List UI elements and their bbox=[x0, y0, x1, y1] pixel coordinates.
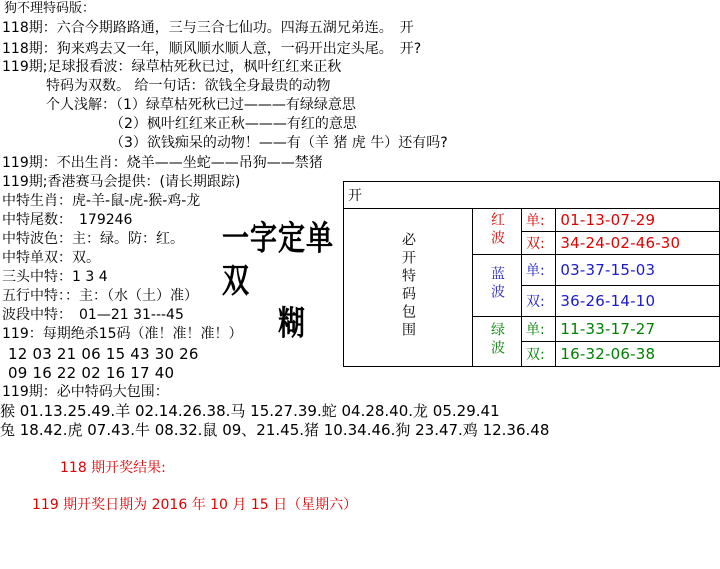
line-119-date: 119 期开奖日期为 2016 年 10 月 15 日（星期六） bbox=[32, 497, 358, 513]
line-119-football: 119期;足球报看波：绿草枯死秋已过，枫叶红红来正秋 bbox=[2, 59, 342, 75]
red-odd-label: 单: bbox=[522, 209, 556, 232]
wave-table bbox=[343, 181, 720, 367]
blue-even-label: 双: bbox=[522, 286, 556, 317]
big-text-line: 糊 bbox=[278, 304, 306, 343]
big-text-line: 一字定单双 bbox=[222, 219, 334, 301]
green-odd-nums: 11-33-17-27 bbox=[556, 317, 720, 342]
line-118-result: 118 期开奖结果: bbox=[60, 460, 166, 476]
line-zodiac-nums-2: 兔 18.42.虎 07.43.牛 08.32.鼠 09、21.45.猪 10.34.46.狗 23.47.鸡 12.36.48 bbox=[0, 421, 550, 439]
line-five-elements: 五行中特：：主：（水（土）准） bbox=[2, 288, 198, 304]
line-118-a: 118期：六合今期路路通，三与三合七仙功。四海五湖兄弟连。 开 bbox=[2, 20, 414, 36]
green-odd-label: 单: bbox=[522, 317, 556, 342]
line-three-head: 三头中特：1 3 4 bbox=[2, 269, 108, 285]
table-left-label: 必开特码包围 bbox=[344, 209, 473, 367]
page-title: 狗不理特码版： bbox=[4, 1, 96, 16]
line-kill-nums-2: 09 16 22 02 16 17 40 bbox=[8, 364, 175, 382]
line-explain-1: 个人浅解：（1）绿草枯死秋已过———有绿绿意思 bbox=[46, 97, 356, 113]
table-header: 开 bbox=[344, 182, 720, 209]
line-kill-nums-1: 12 03 21 06 15 43 30 26 bbox=[8, 345, 199, 363]
line-zodiac: 中特生肖：虎-羊-鼠-虎-猴-鸡-龙 bbox=[2, 193, 201, 209]
group-green: 绿波 bbox=[473, 317, 522, 367]
group-blue: 蓝波 bbox=[473, 255, 522, 317]
line-zodiac-nums-1: 猴 01.13.25.49.羊 02.14.26.38.马 15.27.39.蛇 04.28.40.龙 05.29.41 bbox=[0, 402, 500, 420]
blue-even-nums: 36-26-14-10 bbox=[556, 286, 720, 317]
group-red: 红波 bbox=[473, 209, 522, 255]
line-hk-jockey: 119期;香港赛马会提供：(请长期跟踪) bbox=[2, 174, 241, 190]
red-even-label: 双: bbox=[522, 232, 556, 255]
line-odd-even: 中特单双：双。 bbox=[2, 250, 100, 266]
red-even-nums: 34-24-02-46-30 bbox=[556, 232, 720, 255]
line-no-zodiac: 119期：不出生肖：烧羊——坐蛇——吊狗——禁猪 bbox=[2, 155, 323, 171]
line-118-b: 118期：狗来鸡去又一年，顺风顺水顺人意，一码开出定头尾。 开? bbox=[2, 41, 422, 57]
line-kill-15: 119：每期绝杀15码（准！准！准！） bbox=[2, 326, 243, 342]
line-explain-2: （2）枫叶红红来正秋———有红的意思 bbox=[110, 116, 357, 132]
green-even-nums: 16-32-06-38 bbox=[556, 342, 720, 367]
line-wave-color: 中特波色：主：绿。防：红。 bbox=[2, 231, 184, 247]
blue-odd-nums: 03-37-15-03 bbox=[556, 255, 720, 286]
red-odd-nums: 01-13-07-29 bbox=[556, 209, 720, 232]
line-explain-3: （3）欲钱痴呆的动物！——有（羊 猪 虎 牛）还有吗? bbox=[110, 135, 448, 151]
line-special-even: 特码为双数。 给一句话：欲钱全身最贵的动物 bbox=[46, 78, 331, 94]
line-wave-range: 波段中特： 01—21 31---45 bbox=[2, 307, 184, 323]
blue-odd-label: 单: bbox=[522, 255, 556, 286]
big-handwritten-text bbox=[222, 218, 340, 346]
line-bigpack: 119期：必中特码大包围： bbox=[2, 384, 169, 400]
line-tail: 中特尾数： 179246 bbox=[2, 212, 133, 228]
green-even-label: 双: bbox=[522, 342, 556, 367]
